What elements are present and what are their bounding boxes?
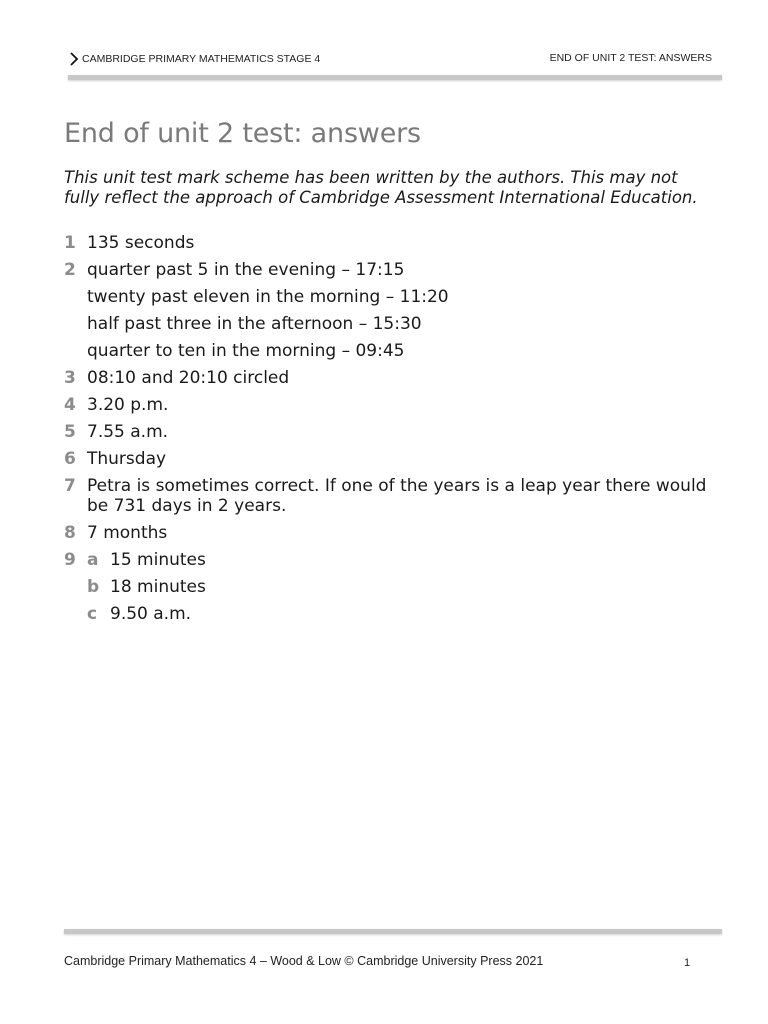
- chevron-right-icon: [68, 52, 80, 66]
- sub-answer: [87, 550, 714, 570]
- answer-text: quarter past 5 in the evening – 17:15: [87, 260, 405, 280]
- header-series-title: CAMBRIDGE PRIMARY MATHEMATICS STAGE 4: [82, 53, 321, 65]
- answer-number: 7: [64, 476, 76, 496]
- answer-number: 5: [64, 422, 76, 442]
- sub-answer-text: 18 minutes: [110, 577, 206, 597]
- footer-divider: [64, 929, 722, 934]
- answer-text: quarter to ten in the morning – 09:45: [87, 341, 405, 361]
- answer-item: [64, 368, 714, 388]
- page-title: End of unit 2 test: answers: [64, 118, 421, 149]
- answer-item: [64, 287, 714, 307]
- answer-text: 7.55 a.m.: [87, 422, 169, 442]
- sub-answer: [87, 577, 714, 597]
- answer-item: [64, 550, 714, 570]
- answer-item: [64, 260, 714, 280]
- sub-answer-text: 15 minutes: [110, 550, 206, 570]
- intro-note: This unit test mark scheme has been written by the authors. This may not fully reflect the approach of Cambridge Assessment International Education.: [64, 168, 698, 207]
- answer-number: 1: [64, 233, 76, 253]
- answer-text: 08:10 and 20:10 circled: [87, 368, 290, 388]
- answer-number: 6: [64, 449, 76, 469]
- answer-number: 9: [64, 550, 76, 570]
- answer-text: half past three in the afternoon – 15:30: [87, 314, 422, 334]
- page-header: [68, 52, 712, 68]
- sub-answer-letter: a: [87, 550, 99, 570]
- sub-answer-text: 9.50 a.m.: [110, 604, 192, 624]
- answer-item: [64, 395, 714, 415]
- answer-item: [64, 604, 714, 624]
- answer-item: [64, 476, 714, 516]
- answer-text: 3.20 p.m.: [87, 395, 169, 415]
- answer-item: [64, 577, 714, 597]
- page-number: 1: [684, 957, 691, 969]
- answer-item: [64, 233, 714, 253]
- sub-answer-letter: c: [87, 604, 98, 624]
- sub-answer: [87, 604, 714, 624]
- answer-number: 4: [64, 395, 76, 415]
- answer-text: 7 months: [87, 523, 168, 543]
- answer-number: 3: [64, 368, 76, 388]
- answer-item: [64, 523, 714, 543]
- answer-list: [64, 233, 714, 631]
- header-section-title: END OF UNIT 2 TEST: ANSWERS: [549, 52, 712, 64]
- header-divider: [68, 75, 722, 80]
- answer-number: 2: [64, 260, 76, 280]
- answer-text: Petra is sometimes correct. If one of the years is a leap year there would be 731 days in 2 years.: [87, 476, 707, 516]
- answer-text: 135 seconds: [87, 233, 195, 253]
- footer-credit: Cambridge Primary Mathematics 4 – Wood & Low © Cambridge University Press 2021: [64, 954, 544, 968]
- answer-number: 8: [64, 523, 76, 543]
- answer-item: [64, 341, 714, 361]
- header-left: [68, 52, 320, 66]
- answer-item: [64, 314, 714, 334]
- answer-text: twenty past eleven in the morning – 11:20: [87, 287, 449, 307]
- sub-answer-letter: b: [87, 577, 100, 597]
- answer-text: Thursday: [87, 449, 167, 469]
- answer-item: [64, 422, 714, 442]
- answer-item: [64, 449, 714, 469]
